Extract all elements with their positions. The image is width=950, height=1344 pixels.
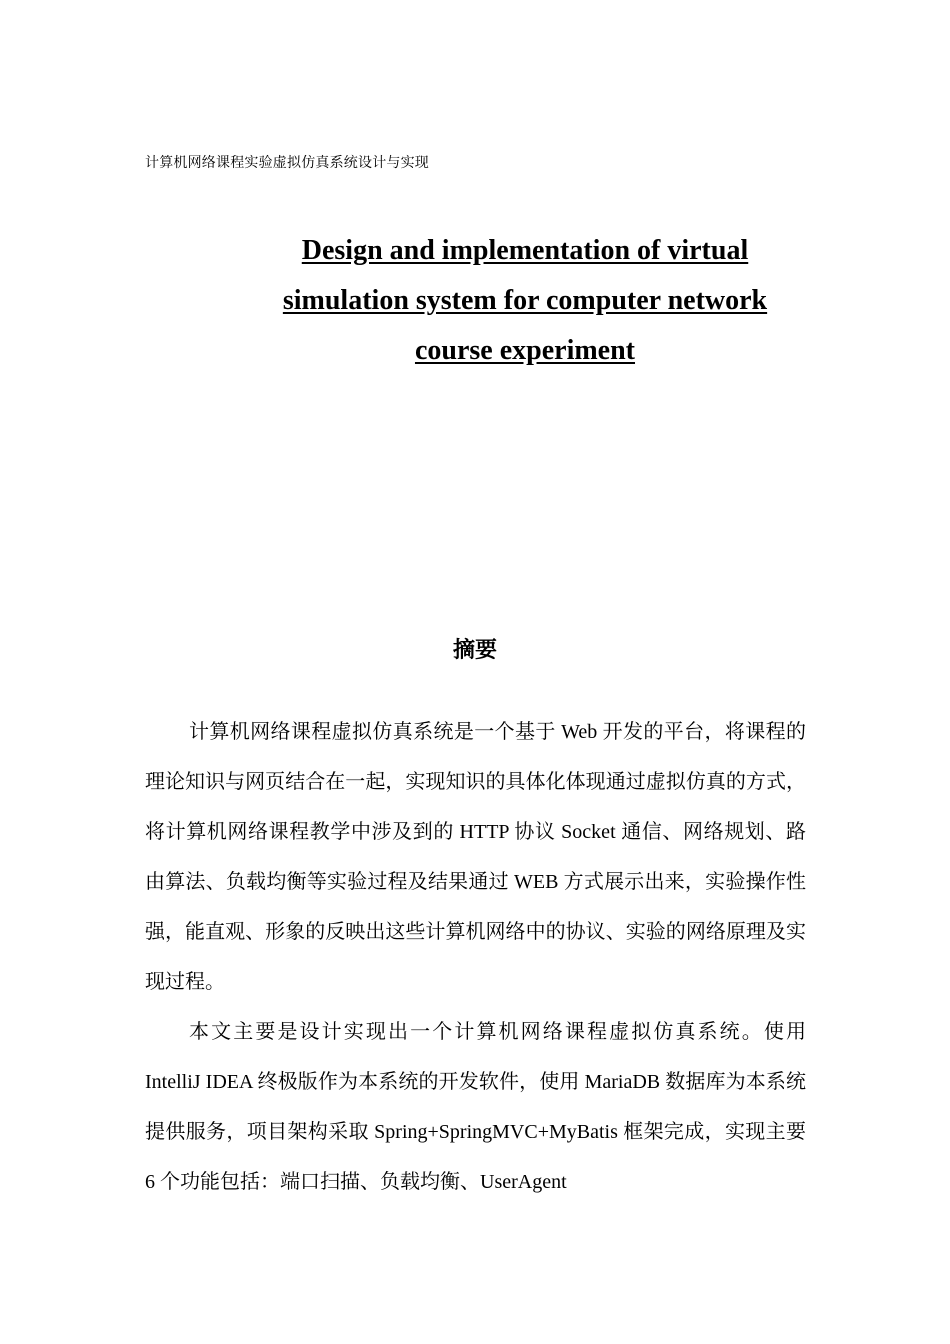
abstract-paragraph-1: 计算机网络课程虚拟仿真系统是一个基于 Web 开发的平台，将课程的理论知识与网页结合在一起，实现知识的具体化体现通过虚拟仿真的方式，将计算机网络课程教学中涉及到的 HTTP 协议 Socket 通信、网络规划、路由算法、负载均衡等实验过程及结果通过 WEB 方式展示出来，实验操作性强，能直观、形象的反映出这些计算机网络中的协议、实验的网络原理及实现过程。 [145, 721, 806, 993]
abstract-paragraph-2: 本文主要是设计实现出一个计算机网络课程虚拟仿真系统。使用 IntelliJ IDEA 终极版作为本系统的开发软件，使用 MariaDB 数据库为本系统提供服务，项目架构采取 Spring+SpringMVC+MyBatis 框架完成，实现主要 6 个功能包括：端口扫描、负载均衡、UserAgent [145, 1021, 806, 1193]
english-title [250, 226, 800, 376]
abstract-heading: 摘要 [452, 638, 497, 663]
abstract-body [145, 707, 806, 1207]
running-header: 计算机网络课程实验虚拟仿真系统设计与实现 [145, 155, 429, 171]
english-title-text: Design and implementation of virtual simulation system for computer network course experiment [282, 235, 768, 366]
